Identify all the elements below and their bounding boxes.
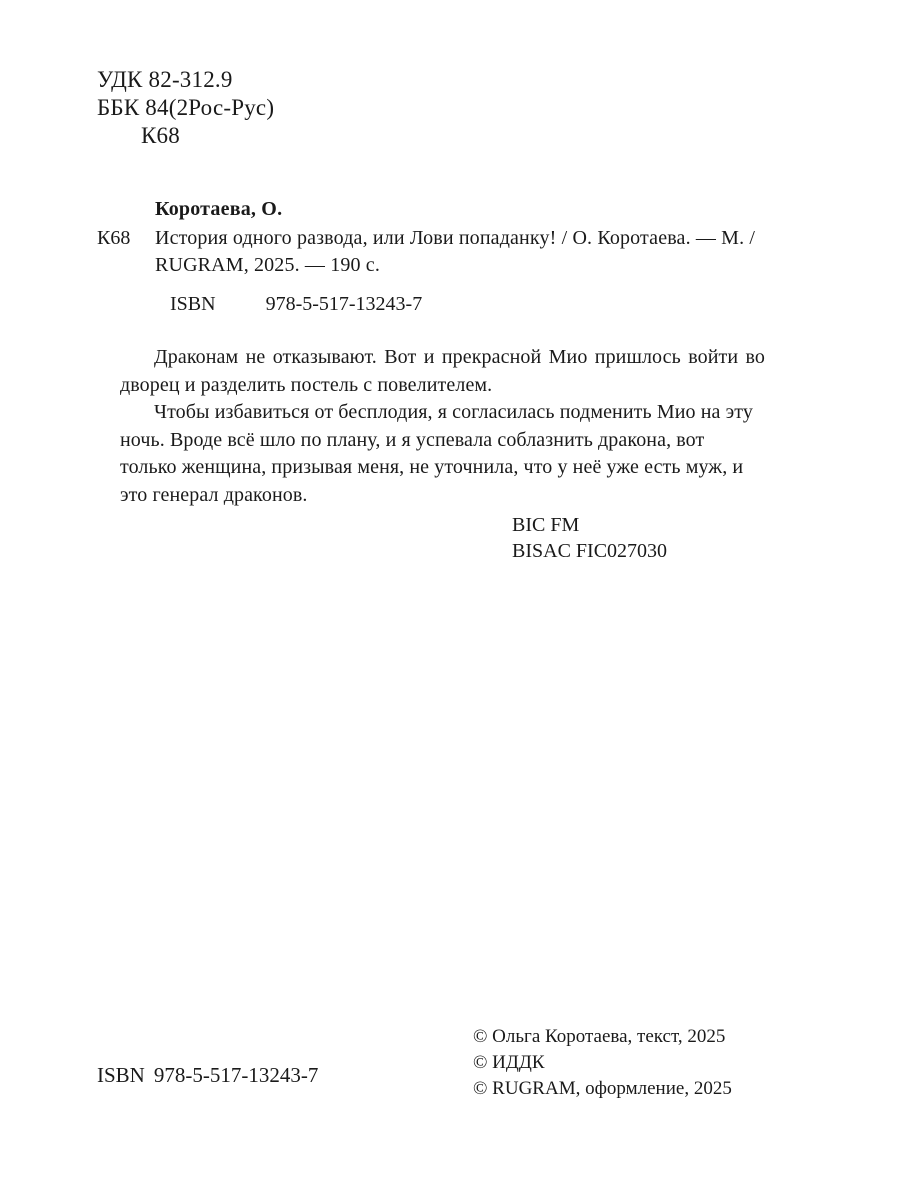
shelf-mark-record: К68 (97, 227, 131, 249)
copyright-line-rugram: © RUGRAM, оформление, 2025 (473, 1078, 732, 1099)
udk-code: УДК 82-312.9 (97, 67, 233, 92)
bibliographic-description: История одного развода, или Лови попаданку! / О. Коротаева. — М. / RUGRAM, 2025. — 190 с. (155, 227, 756, 276)
copyright-block (473, 1024, 732, 1102)
annotation-paragraph-2: Чтобы избавиться от бесплодия, я согласилась подменить Мио на эту ночь. Вроде всё шло по плану, и я успевала соблазнить дракона, вот только женщина, призывая меня, не уточнила, что у неё уже есть муж, и это генерал драконов. (120, 401, 753, 506)
bic-code: BIC FM (512, 514, 580, 536)
copyright-line-iddk: © ИДДК (473, 1052, 545, 1073)
annotation-block (120, 344, 765, 509)
bibliographic-description-wrap (97, 225, 762, 279)
bisac-code: BISAC FIC027030 (512, 540, 668, 562)
classification-block (97, 66, 274, 150)
bibliographic-record (97, 196, 762, 279)
copyright-line-author: © Ольга Коротаева, текст, 2025 (473, 1026, 726, 1047)
subject-codes-block (512, 512, 667, 564)
shelf-mark-header: К68 (141, 123, 180, 148)
isbn-record (170, 291, 422, 317)
isbn-record-label: ISBN (170, 293, 216, 315)
isbn-record-value: 978-5-517-13243-7 (265, 293, 423, 315)
footer-isbn (97, 1062, 318, 1088)
footer-isbn-label: ISBN (97, 1063, 145, 1087)
footer-isbn-value: 978-5-517-13243-7 (153, 1063, 319, 1087)
author-heading: Коротаева, О. (155, 198, 283, 220)
annotation-paragraph-1: Драконам не отказывают. Вот и прекрасной Мио пришлось войти во дворец и разделить постель с повелителем. (120, 346, 765, 396)
bbk-code: ББК 84(2Рос-Рус) (97, 95, 275, 120)
